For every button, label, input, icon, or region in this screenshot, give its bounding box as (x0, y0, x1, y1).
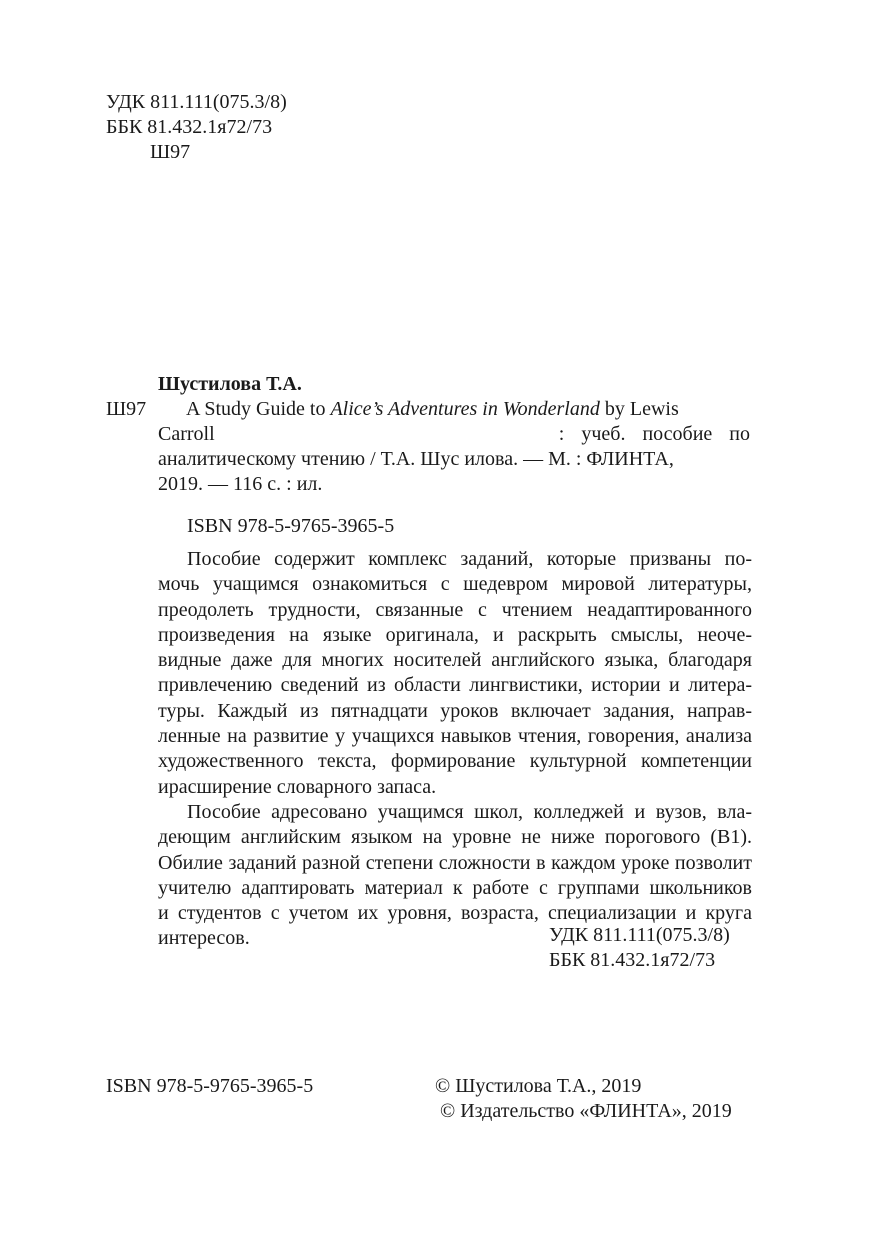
abstract-line: интересов. (158, 927, 250, 950)
bibliographic-citation (158, 397, 750, 497)
citation-line-2 (158, 422, 750, 447)
abstract-line: Обилие заданий разной степени сложности в каждом уроке позволит (158, 851, 752, 874)
abstract-line: деющим английским языком на уровне не ниже порогового (В1). (158, 826, 752, 849)
header-classification-codes (106, 90, 287, 165)
citation-line-2-left: Carroll (158, 423, 215, 445)
author-name: Шустилова Т.А. (158, 373, 302, 395)
citation-line-4: 2019. — 116 с. : ил. (158, 473, 323, 495)
abstract-line: Пособие содержит комплекс заданий, которые призваны по- (187, 548, 752, 570)
abstract-line: мочь учащимся ознакомиться с шедевром мировой литературы, (158, 573, 752, 596)
citation-title-line (158, 397, 750, 422)
citation-title-prefix: A Study Guide to (186, 398, 331, 420)
citation-title-suffix: by Lewis (599, 398, 679, 420)
abstract-line: Пособие адресовано учащимся школ, колледжей и вузов, вла- (187, 800, 752, 823)
abstract-line: художественного текста, формирование культурной компетенции (158, 750, 752, 773)
abstract (158, 547, 752, 952)
cutter-code: Ш97 (150, 141, 191, 163)
abstract-line: произведения на языке оригинала, и раскрыть смыслы, неоче- (158, 623, 752, 646)
copyright-publisher: © Издательство «ФЛИНТА», 2019 (440, 1100, 732, 1122)
abstract-line: и студентов с учетом их уровня, возраста, специализации и круга (158, 902, 752, 925)
bbk-code: ББК 81.432.1я72/73 (106, 116, 273, 138)
citation-line-2-right: : учеб. пособие по (558, 423, 750, 445)
abstract-line: преодолеть трудности, связанные с чтением неадаптированного (158, 598, 752, 621)
udk-code: УДК 811.111(075.3/8) (106, 91, 287, 113)
citation-cutter-code: Ш97 (106, 398, 147, 420)
copyright-author: © Шустилова Т.А., 2019 (435, 1075, 642, 1097)
abstract-line: туры. Каждый из пятнадцати уроков включает задания, направ- (158, 699, 752, 722)
abstract-line: учителю адаптировать материал к работе с группами школьников (158, 876, 752, 899)
abstract-paragraph-1 (158, 547, 752, 800)
bottom-udk-code: УДК 811.111(075.3/8) (549, 924, 730, 946)
isbn-top: ISBN 978-5-9765-3965-5 (187, 515, 395, 537)
citation-book-title: Alice’s Adventures in Wonderland (330, 398, 600, 420)
abstract-line: видные даже для многих носителей английского языка, благодаря (158, 649, 752, 672)
abstract-line: ленные на развитие у учащихся навыков чтения, говорения, анализа (158, 725, 752, 748)
bottom-bbk-code: ББК 81.432.1я72/73 (549, 949, 716, 971)
citation-line-3: аналитическому чтению / Т.А. Шус илова. — М. : ФЛИНТА, (158, 448, 674, 470)
abstract-line: привлечению сведений из области лингвистики, истории и литера- (158, 674, 752, 697)
bottom-classification-codes (549, 923, 730, 973)
isbn-bottom: ISBN 978-5-9765-3965-5 (106, 1075, 314, 1097)
abstract-line: ирасширение словарного запаса. (158, 775, 437, 798)
